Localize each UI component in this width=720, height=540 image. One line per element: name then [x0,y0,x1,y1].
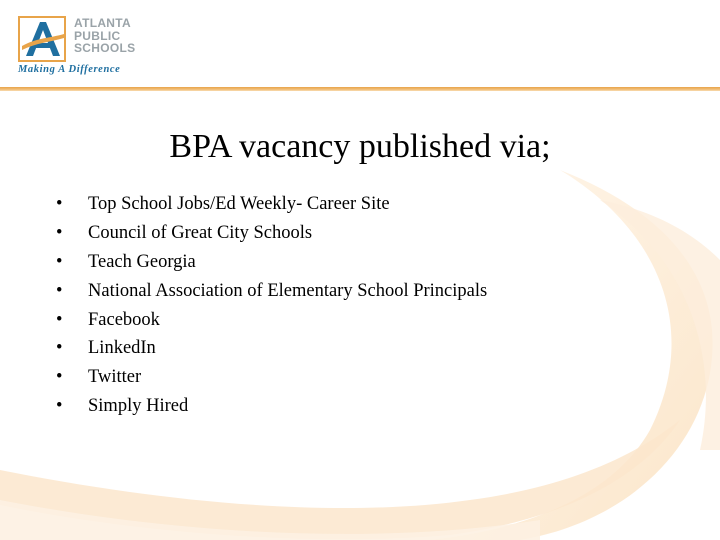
bullet-marker: • [56,222,63,243]
logo-line-3: SCHOOLS [74,41,136,55]
bullet-marker: • [56,280,63,301]
list-item-text: Council of Great City Schools [88,222,313,243]
list-item-text: Top School Jobs/Ed Weekly- Career Site [88,194,390,214]
logo-line-2: PUBLIC [74,28,121,43]
atlanta-public-schools-logo [16,14,146,76]
logo-line-1: ATLANTA [74,16,131,30]
list-item-text: Twitter [88,367,142,388]
school-a-logo-icon [18,16,66,62]
bullet-marker: • [56,338,63,359]
list-item-text: LinkedIn [88,338,156,359]
logo-tagline: Making A Difference [18,64,121,75]
bullet-marker: • [56,309,63,330]
logo-wordmark [74,17,135,55]
list-item-text: Teach Georgia [88,251,196,272]
bullet-marker: • [56,396,63,417]
list-item-text: Facebook [88,309,160,330]
list-item-text: Simply Hired [88,396,189,417]
header-divider [0,87,720,91]
bullet-marker: • [56,194,63,214]
slide-title: BPA vacancy published via; [169,128,551,165]
bullet-marker: • [56,367,63,388]
list-item-text: National Association of Elementary School Principals [88,280,488,301]
bullet-marker: • [56,251,63,272]
